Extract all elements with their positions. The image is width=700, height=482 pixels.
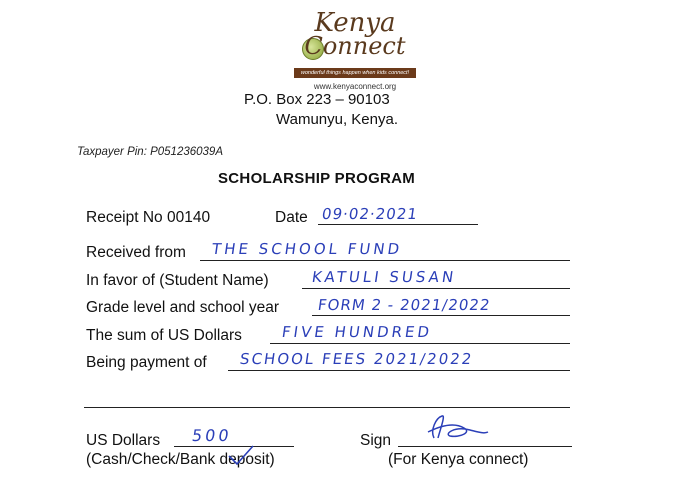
- page-title: SCHOLARSHIP PROGRAM: [218, 170, 416, 187]
- taxpayer-pin: Taxpayer Pin: P051236039A: [77, 146, 223, 158]
- sign-line: [398, 446, 572, 447]
- sign-for: (For Kenya connect): [388, 451, 529, 468]
- website-text: www.kenyaconnect.org: [313, 82, 397, 91]
- grade-label: Grade level and school year: [86, 299, 280, 316]
- received-from-line: [200, 260, 570, 261]
- kenya-connect-logo: [292, 8, 418, 92]
- date-value: 09·02·2021: [320, 205, 420, 223]
- sum-label: The sum of US Dollars: [86, 327, 242, 344]
- sum-line: [270, 343, 570, 344]
- usd-value: 500: [190, 426, 233, 445]
- payment-line: [228, 370, 570, 371]
- receipt-number: Receipt No 00140: [86, 209, 211, 226]
- student-line: [302, 288, 570, 289]
- logo-kenya-text: Kenya: [314, 8, 396, 38]
- signature-scribble: [420, 412, 490, 442]
- grade-line: [312, 315, 570, 316]
- usd-label: US Dollars: [86, 432, 161, 449]
- town: Wamunyu, Kenya.: [276, 111, 398, 128]
- received-from-value: THE SCHOOL FUND: [210, 240, 404, 258]
- blank-line: [84, 407, 570, 408]
- date-label: Date: [275, 209, 308, 226]
- sign-label: Sign: [360, 432, 392, 449]
- student-value: KATULI SUSAN: [310, 268, 458, 286]
- payment-value: SCHOOL FEES 2021/2022: [238, 350, 475, 368]
- sum-value: FIVE HUNDRED: [280, 323, 434, 341]
- date-line: [318, 224, 478, 225]
- student-label: In favor of (Student Name): [86, 272, 269, 289]
- po-box: P.O. Box 223 – 90103: [244, 91, 390, 108]
- checkmark-icon: [226, 444, 256, 468]
- received-from-label: Received from: [86, 244, 186, 261]
- payment-method: (Cash/Check/Bank deposit): [86, 451, 275, 468]
- grade-value: FORM 2 - 2021/2022: [316, 296, 492, 314]
- payment-label: Being payment of: [86, 354, 207, 371]
- logo-connect-text: Connect: [304, 32, 406, 60]
- logo-tagline: wonderful things happen when kids connect!: [294, 68, 416, 78]
